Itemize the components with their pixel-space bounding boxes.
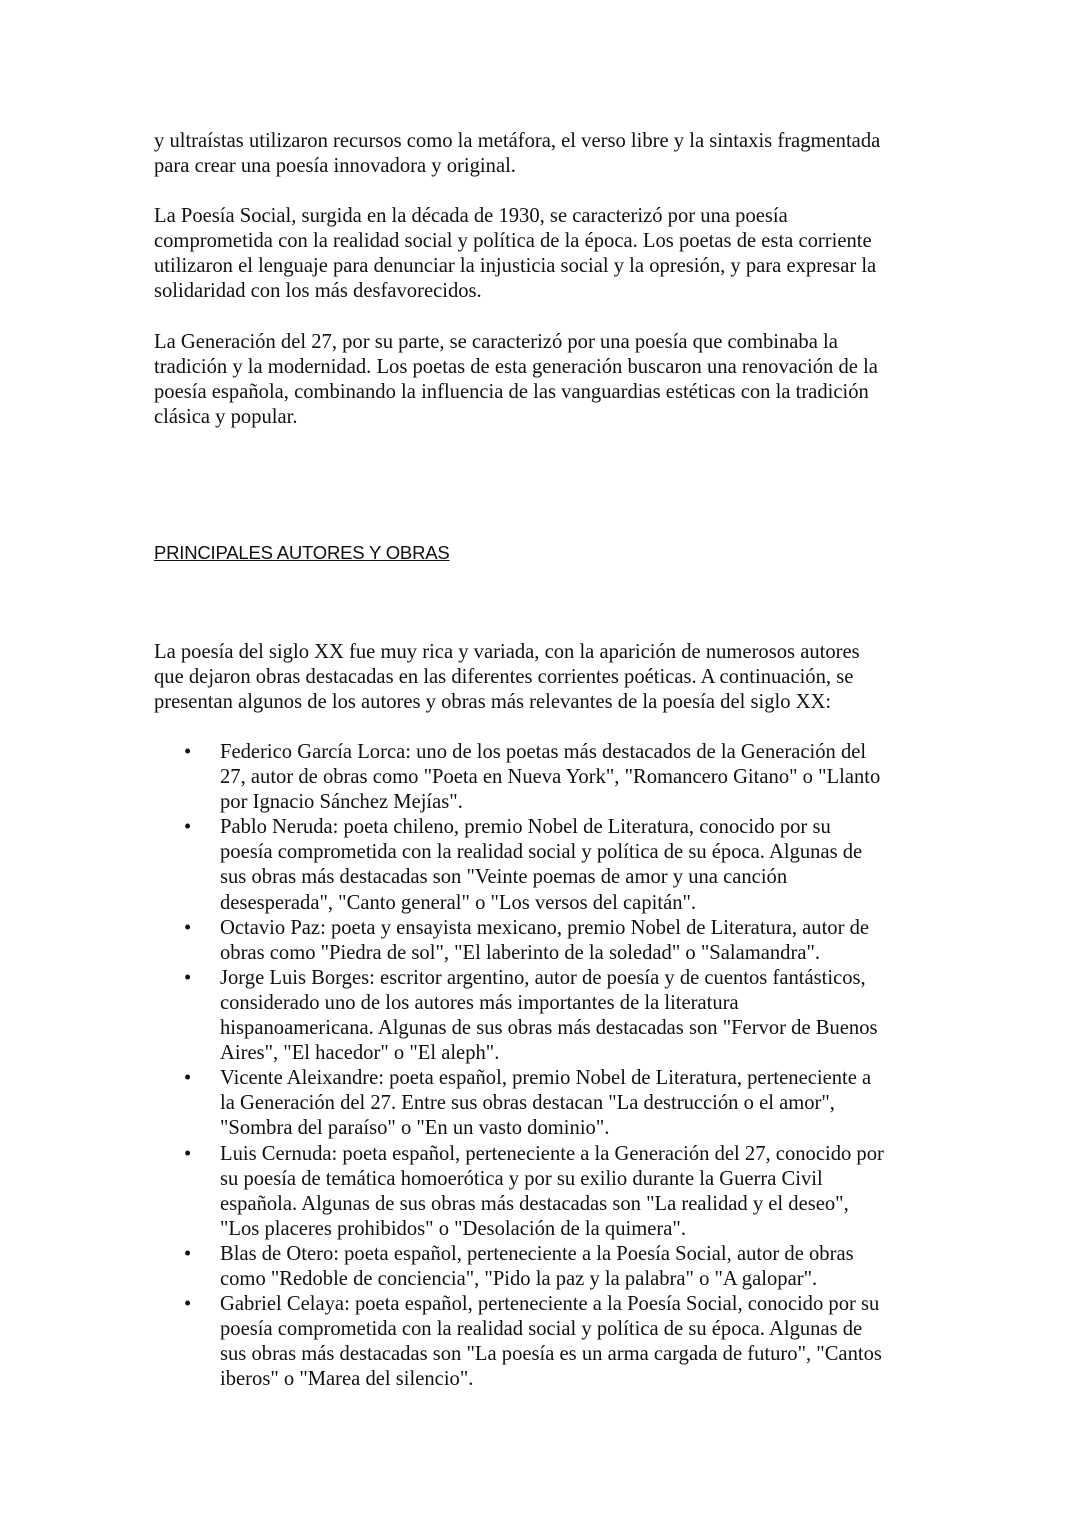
list-item — [154, 966, 884, 1066]
text-line: considerado uno de los autores más importantes de la literatura — [220, 991, 739, 1014]
text-line: La Poesía Social, surgida en la década de 1930, se caracterizó por una poesía — [154, 205, 788, 227]
text-line: presentan algunos de los autores y obras más relevantes de la poesía del siglo XX: — [154, 691, 832, 714]
text-line: poesía comprometida con la realidad social y política de su época. Algunas de — [220, 1318, 863, 1341]
authors-list — [154, 740, 884, 1392]
paragraph-poesia-social — [154, 204, 876, 304]
text-line: y ultraístas utilizaron recursos como la metáfora, el verso libre y la sintaxis fragmentada — [154, 130, 881, 152]
list-item — [154, 815, 884, 915]
bullet-icon: • — [184, 966, 192, 989]
text-line: "Sombra del paraíso" o "En un vasto dominio". — [220, 1117, 610, 1140]
text-line: poesía española, combinando la influencia de las vanguardias estéticas con la tradición — [154, 381, 869, 404]
section-heading: PRINCIPALES AUTORES Y OBRAS — [154, 542, 450, 563]
bullet-icon: • — [184, 1067, 192, 1090]
text-line: comprometida con la realidad social y política de la época. Los poetas de esta corriente — [154, 230, 872, 253]
bullet-icon: • — [184, 1142, 192, 1165]
list-item — [154, 1292, 884, 1392]
text-line: Federico García Lorca: uno de los poetas más destacados de la Generación del — [220, 741, 867, 763]
text-line: Gabriel Celaya: poeta español, perteneciente a la Poesía Social, conocido por su — [220, 1293, 880, 1316]
text-line: Octavio Paz: poeta y ensayista mexicano, premio Nobel de Literatura, autor de — [220, 916, 870, 939]
text-line: tradición y la modernidad. Los poetas de esta generación buscaron una renovación de la — [154, 356, 878, 379]
text-line: solidaridad con los más desfavorecidos. — [154, 280, 482, 303]
text-line: que dejaron obras destacadas en las diferentes corrientes poéticas. A continuación, se — [154, 666, 854, 689]
text-line: poesía comprometida con la realidad social y política de su época. Algunas de — [220, 841, 863, 864]
bullet-icon: • — [184, 741, 192, 763]
text-line: iberos" o "Marea del silencio". — [220, 1368, 474, 1391]
text-line: sus obras más destacadas son "Veinte poemas de amor y una canción — [220, 866, 788, 889]
text-line: obras como "Piedra de sol", "El laberinto de la soledad" o "Salamandra". — [220, 941, 821, 964]
text-line: Luis Cernuda: poeta español, perteneciente a la Generación del 27, conocido por — [220, 1142, 884, 1165]
list-item — [154, 1066, 884, 1141]
text-line: Jorge Luis Borges: escritor argentino, autor de poesía y de cuentos fantásticos, — [220, 966, 866, 989]
list-item — [154, 1142, 884, 1242]
bullet-icon: • — [184, 816, 192, 839]
list-item — [154, 740, 884, 815]
paragraph-generacion-27 — [154, 330, 878, 430]
text-line: hispanoamericana. Algunas de sus obras más destacadas son "Fervor de Buenos — [220, 1017, 878, 1040]
bullet-icon: • — [184, 916, 192, 939]
text-line: española. Algunas de sus obras más destacadas son "La realidad y el deseo", — [220, 1192, 849, 1215]
text-line: sus obras más destacadas son "La poesía es un arma cargada de futuro", "Cantos — [220, 1343, 882, 1366]
text-line: La Generación del 27, por su parte, se caracterizó por una poesía que combinaba la — [154, 331, 838, 353]
text-line: Aires", "El hacedor" o "El aleph". — [220, 1042, 500, 1065]
bullet-icon: • — [184, 1242, 192, 1265]
text-line: La poesía del siglo XX fue muy rica y variada, con la aparición de numerosos autores — [154, 641, 860, 663]
text-line: Blas de Otero: poeta español, perteneciente a la Poesía Social, autor de obras — [220, 1242, 854, 1265]
text-line: utilizaron el lenguaje para denunciar la injusticia social y la opresión, y para expresar la — [154, 255, 877, 278]
intro-paragraph — [154, 640, 860, 715]
text-line: "Los placeres prohibidos" o "Desolación de la quimera". — [220, 1217, 686, 1240]
text-line: Vicente Aleixandre: poeta español, premio Nobel de Literatura, perteneciente a — [220, 1067, 872, 1090]
list-item — [154, 916, 884, 966]
text-line: por Ignacio Sánchez Mejías". — [220, 791, 463, 814]
bullet-icon: • — [184, 1293, 192, 1316]
paragraph-vanguardias — [154, 129, 880, 179]
list-item — [154, 1242, 884, 1292]
text-line: clásica y popular. — [154, 406, 298, 429]
text-line: su poesía de temática homoerótica y por su exilio durante la Guerra Civil — [220, 1167, 823, 1190]
text-line: 27, autor de obras como "Poeta en Nueva York", "Romancero Gitano" o "Llanto — [220, 766, 881, 789]
text-line: Pablo Neruda: poeta chileno, premio Nobel de Literatura, conocido por su — [220, 816, 831, 839]
text-line: desesperada", "Canto general" o "Los versos del capitán". — [220, 891, 697, 914]
text-line: como "Redoble de conciencia", "Pido la paz y la palabra" o "A galopar". — [220, 1267, 818, 1290]
text-line: para crear una poesía innovadora y original. — [154, 155, 516, 178]
text-line: la Generación del 27. Entre sus obras destacan "La destrucción o el amor", — [220, 1092, 835, 1115]
